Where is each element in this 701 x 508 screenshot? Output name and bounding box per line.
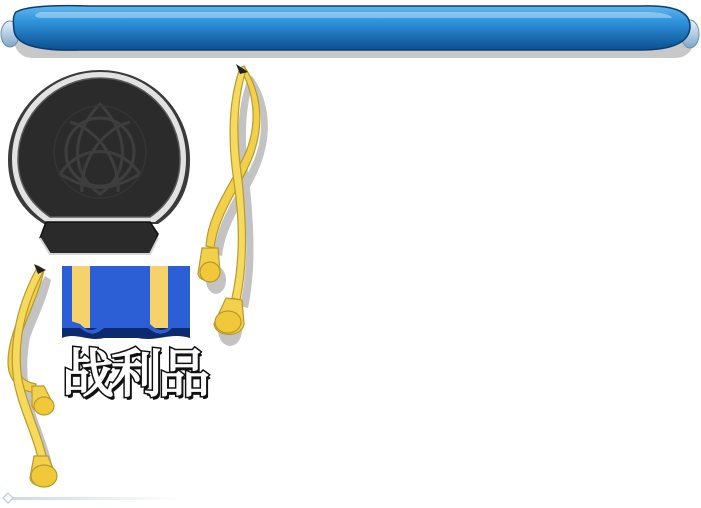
tassel-icon	[190, 62, 270, 362]
medal-ribbon	[58, 262, 194, 346]
trinity-knot-icon	[0, 64, 200, 264]
bottom-divider	[0, 489, 200, 507]
top-title-bar	[0, 0, 701, 64]
loot-title: 战利品	[61, 345, 206, 405]
